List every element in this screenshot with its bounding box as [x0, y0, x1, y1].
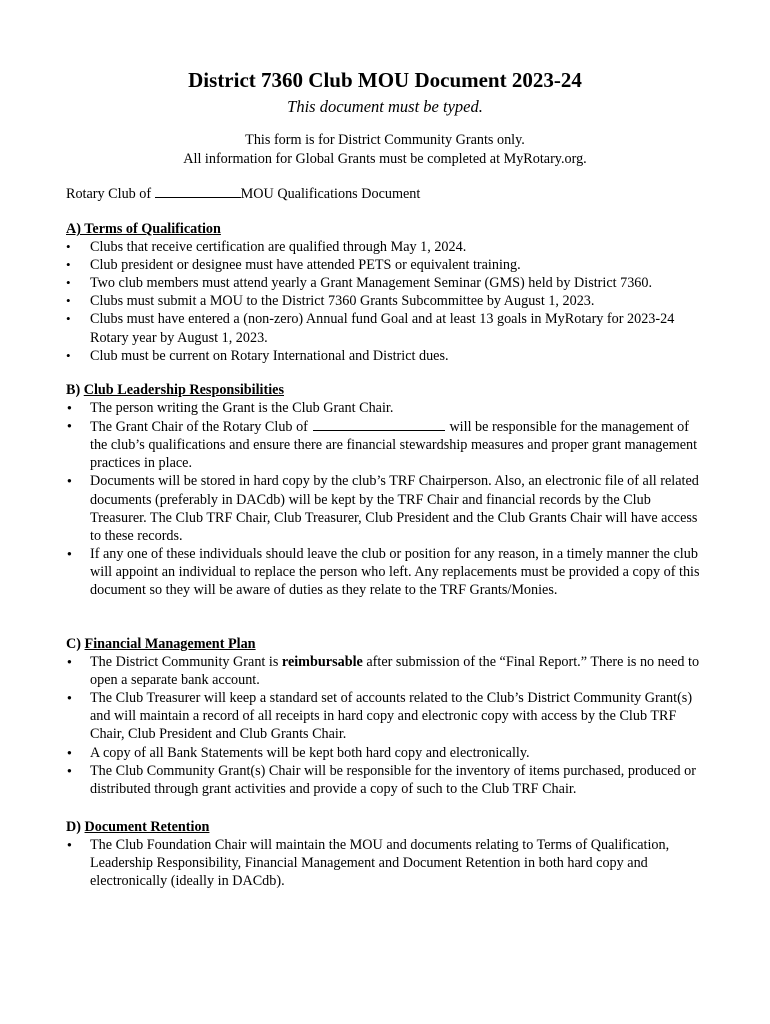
bullet-icon	[66, 347, 80, 365]
section-d-list	[66, 836, 706, 890]
list-item: • Club must be current on Rotary International and District dues.	[66, 347, 706, 365]
bullet-icon	[66, 417, 80, 437]
section-b-heading: B) Club Leadership Responsibilities	[66, 382, 284, 398]
list-item: ● Documents will be stored in hard copy by the club’s TRF Chairperson. Also, an electronic file of all related documents (preferably in DACdb) will be kept by the TRF Chair and financial records by the Club Treasurer. The Club TRF Chair, Club Treasurer, Club President and the Club Grants Chair will have access to these records.	[66, 472, 706, 544]
bullet-icon	[66, 274, 80, 292]
bullet-icon	[66, 762, 80, 782]
section-terms-of-qualification	[66, 220, 706, 365]
club-line-prefix: Rotary Club of	[66, 186, 152, 202]
bullet-icon	[66, 399, 80, 419]
list-item: ● The District Community Grant is reimbursable after submission of the “Final Report.” There is no need to open a separate bank account.	[66, 653, 706, 689]
bullet-icon	[66, 238, 80, 256]
list-item: ● If any one of these individuals should leave the club or position for any reason, in a timely manner the club will appoint an individual to replace the person who left. Any replacements must be provided a copy of this document so they will be aware of duties as they relate to the TRF Grants/Monies.	[66, 545, 706, 599]
rotary-club-line	[66, 184, 420, 204]
reimbursable-emphasis: reimbursable	[281, 654, 363, 671]
bullet-icon	[66, 310, 80, 328]
section-a-list	[66, 238, 706, 365]
bullet-icon	[66, 472, 80, 492]
list-item: ● The Grant Chair of the Rotary Club of will be responsible for the management of the club’s qualifications and ensure there are financial stewardship measures and proper grant management practices in place.	[66, 417, 706, 472]
section-b-list	[66, 399, 706, 599]
list-item: • Clubs that receive certification are qualified through May 1, 2024.	[66, 238, 706, 256]
bullet-icon	[66, 256, 80, 274]
section-financial-management	[66, 635, 706, 798]
list-item: • Clubs must submit a MOU to the District 7360 Grants Subcommittee by August 1, 2023.	[66, 292, 706, 310]
document-title: District 7360 Club MOU Document 2023-24	[188, 68, 582, 92]
section-d-title: Document Retention	[84, 819, 210, 835]
bullet-icon	[66, 744, 80, 764]
section-c-heading: C) Financial Management Plan	[66, 636, 256, 652]
bullet-icon	[66, 292, 80, 310]
list-item: ● The person writing the Grant is the Club Grant Chair.	[66, 399, 706, 417]
section-c-list	[66, 653, 706, 798]
club-line-suffix: MOU Qualifications Document	[240, 186, 421, 202]
list-item: • Clubs must have entered a (non-zero) Annual fund Goal and at least 13 goals in MyRotary for 2023-24 Rotary year by August 1, 2023.	[66, 310, 706, 346]
list-item: • Club president or designee must have attended PETS or equivalent training.	[66, 256, 706, 274]
intro-line-2: All information for Global Grants must be completed at MyRotary.org.	[183, 150, 587, 167]
list-item: ● The Club Foundation Chair will maintain the MOU and documents relating to Terms of Qualification, Leadership Responsibility, Financial Management and Document Retention in both hard copy and electronically (ideally in DACdb).	[66, 836, 706, 890]
section-d-heading: D) Document Retention	[66, 819, 210, 835]
list-item: ● A copy of all Bank Statements will be kept both hard copy and electronically.	[66, 744, 706, 762]
club-name-blank[interactable]	[155, 184, 241, 198]
document-subtitle: This document must be typed.	[287, 97, 483, 116]
section-c-title: Financial Management Plan	[84, 636, 256, 652]
bullet-icon	[66, 836, 80, 856]
list-item: ● The Club Treasurer will keep a standard set of accounts related to the Club’s District Community Grant(s) and will maintain a record of all receipts in hard copy and electronic copy with access by the Club TRF Chair, Club President and Club Grants Chair.	[66, 689, 706, 743]
bullet-icon	[66, 689, 80, 709]
section-document-retention	[66, 818, 706, 890]
list-item: • Two club members must attend yearly a Grant Management Seminar (GMS) held by District 7360.	[66, 274, 706, 292]
bullet-icon	[66, 545, 80, 565]
bullet-icon	[66, 653, 80, 673]
intro-text	[0, 131, 770, 168]
section-club-leadership	[66, 381, 706, 599]
section-b-title: Club Leadership Responsibilities	[83, 382, 284, 398]
grant-club-name-blank[interactable]	[313, 417, 445, 431]
section-a-heading: A) Terms of Qualification	[66, 221, 221, 237]
list-item: ● The Club Community Grant(s) Chair will be responsible for the inventory of items purchased, produced or distributed through grant activities and provide a copy of such to the Club TRF Chair.	[66, 762, 706, 798]
intro-line-1: This form is for District Community Grants only.	[245, 132, 525, 148]
